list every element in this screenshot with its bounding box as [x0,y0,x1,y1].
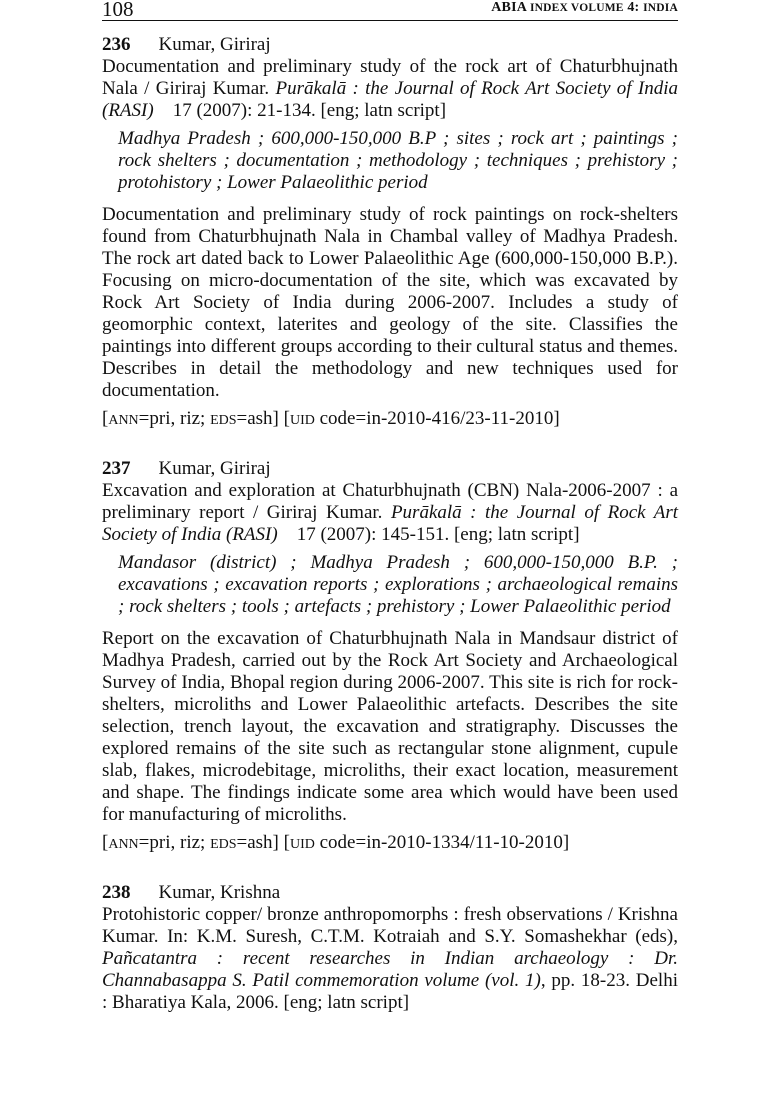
entry-citation [102,480,678,546]
entry-keywords: Mandasor (district) ; Madhya Pradesh ; 600,000-150,000 B.P. ; excavations ; excavation reports ; explorations ; archaeological remains ; rock shelters ; tools ; artefacts ; prehistory ; Lower Palaeolithic period [118,552,678,617]
entry-number: 237 [102,458,131,479]
entry-abstract: Report on the excavation of Chaturbhujnath Nala in Mandsaur district of Madhya Pradesh, carried out by the Rock Art Society and Archaeological Survey of India, Bhopal region during 2006-2007. This site is rich for rock-shelters, microliths and Lower Palaeolithic artefacts. Describes the site selection, trench layout, the excavation and stratigraphy. Discusses the explored remains of the site such as rectangular stone alignment, cupule slab, flakes, microdebitage, microliths, their exact location, measurement and shape. The findings indicate some area which would have been used for manufacturing of microliths. [102,628,678,825]
entry-details: , pp. 18-23. Delhi : Bharatiya Kala, 2006. [eng; latn script] [102,970,678,1013]
entry-keywords: Madhya Pradesh ; 600,000-150,000 B.P ; sites ; rock art ; paintings ; rock shelters ; documentation ; methodology ; techniques ; prehistory ; protohistory ; Lower Palaeolithic period [118,128,678,193]
entry-abstract: Documentation and preliminary study of rock paintings on rock-shelters found from Chaturbhujnath Nala in Chambal valley of Madhya Pradesh. The rock art dated back to Lower Palaeolithic Age (600,000-150,000 B.P.). Focusing on micro-documentation of the site, which was excavated by Rock Art Society of India during 2006-2007. Includes a study of geomorphic context, laterites and geology of the site. Classifies the paintings into different groups according to their cultural status and themes. Describes in detail the methodology and new techniques used for documentation. [102,204,678,401]
entry-annotation: [ANN=pri, riz; EDS=ash] [UID code=in-2010-416/23-11-2010] [102,408,560,429]
entry-journal: Pañcatantra : recent researches in Indian archaeology : Dr. Channabasappa S. Patil commemoration volume (vol. 1) [102,948,678,991]
entry-number: 238 [102,882,131,903]
entry-heading [102,458,678,480]
entry-journal: Purākalā : the Journal of Rock Art Society of India (RASI) [102,502,679,545]
entry-journal: Purākalā : the Journal of Rock Art Society of India (RASI) [102,78,678,121]
entry-details: 17 (2007): 145-151. [eng; latn script] [296,524,580,545]
bibliography-entry [102,458,678,856]
entry-number: 236 [102,34,131,55]
bibliography-entry [102,882,678,1014]
entry-annotation: [ANN=pri, riz; EDS=ash] [UID code=in-2010-1334/11-10-2010] [102,832,570,853]
entry-title: Excavation and exploration at Chaturbhujnath (CBN) Nala-2006-2007 : a preliminary report / Giriraj Kumar. [102,480,678,523]
entry-author: Kumar, Giriraj [158,458,271,479]
entry-title: Protohistoric copper/ bronze anthropomorphs : fresh observations / Krishna Kumar. In: K.M. Suresh, C.T.M. Kotraiah and S.Y. Somashekhar (eds), [102,904,678,947]
entry-heading [102,34,678,56]
running-title: ABIA INDEX VOLUME 4: INDIA [491,0,678,15]
entry-details: 17 (2007): 21-134. [eng; latn script] [172,100,447,121]
bibliography-entry [102,34,678,432]
entry-author: Kumar, Krishna [158,882,281,903]
entries-list [102,34,678,1040]
entry-citation [102,904,678,1014]
page-header [102,0,678,21]
page-number: 108 [102,0,134,21]
entry-heading [102,882,678,904]
entry-author: Kumar, Giriraj [158,34,271,55]
entry-title: Documentation and preliminary study of the rock art of Chaturbhujnath Nala / Giriraj Kumar. [102,56,678,99]
entry-citation [102,56,678,122]
